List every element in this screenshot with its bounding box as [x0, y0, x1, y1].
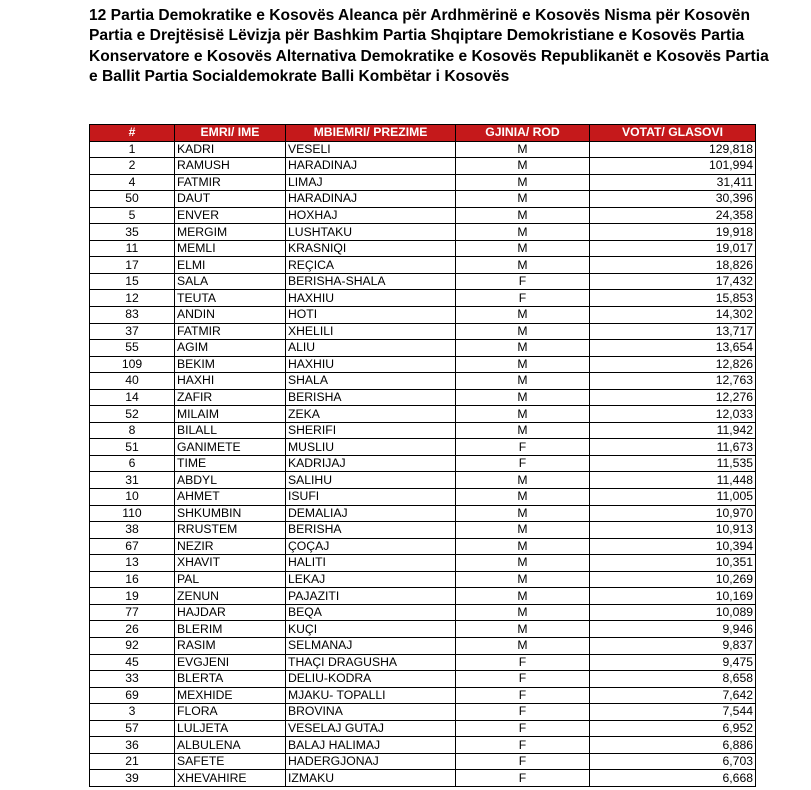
gender-cell: M: [456, 389, 590, 406]
header-gender: GJINIA/ ROD: [456, 125, 590, 142]
votes-cell: 9,475: [590, 654, 756, 671]
table-row: [90, 373, 756, 390]
candidate-number-cell: 57: [90, 720, 175, 737]
table-row: [90, 538, 756, 555]
candidate-number-cell: 51: [90, 439, 175, 456]
votes-cell: 129,818: [590, 141, 756, 158]
first-name-cell: EVGJENI: [175, 654, 286, 671]
votes-cell: 19,918: [590, 224, 756, 241]
gender-cell: M: [456, 522, 590, 539]
candidate-number-cell: 35: [90, 224, 175, 241]
candidate-number-cell: 5: [90, 207, 175, 224]
last-name-cell: HARADINAJ: [286, 191, 456, 208]
first-name-cell: RASIM: [175, 637, 286, 654]
last-name-cell: KRASNIQI: [286, 240, 456, 257]
table-row: [90, 290, 756, 307]
first-name-cell: RAMUSH: [175, 158, 286, 175]
candidate-number-cell: 14: [90, 389, 175, 406]
header-first-name: EMRI/ IME: [175, 125, 286, 142]
table-row: [90, 422, 756, 439]
votes-cell: 8,658: [590, 671, 756, 688]
gender-cell: M: [456, 538, 590, 555]
gender-cell: M: [456, 588, 590, 605]
first-name-cell: SALA: [175, 273, 286, 290]
candidate-number-cell: 33: [90, 671, 175, 688]
candidate-number-cell: 17: [90, 257, 175, 274]
first-name-cell: DAUT: [175, 191, 286, 208]
first-name-cell: HAJDAR: [175, 604, 286, 621]
first-name-cell: LULJETA: [175, 720, 286, 737]
gender-cell: F: [456, 737, 590, 754]
gender-cell: M: [456, 489, 590, 506]
gender-cell: F: [456, 687, 590, 704]
first-name-cell: GANIMETE: [175, 439, 286, 456]
votes-cell: 6,952: [590, 720, 756, 737]
votes-cell: 7,544: [590, 704, 756, 721]
last-name-cell: LIMAJ: [286, 174, 456, 191]
first-name-cell: ZAFIR: [175, 389, 286, 406]
last-name-cell: HOXHAJ: [286, 207, 456, 224]
candidate-number-cell: 11: [90, 240, 175, 257]
candidate-number-cell: 45: [90, 654, 175, 671]
votes-table: [89, 124, 756, 787]
table-row: [90, 207, 756, 224]
first-name-cell: XHEVAHIRE: [175, 770, 286, 787]
last-name-cell: SHERIFI: [286, 422, 456, 439]
votes-cell: 11,673: [590, 439, 756, 456]
candidate-number-cell: 16: [90, 571, 175, 588]
candidate-number-cell: 110: [90, 505, 175, 522]
table-row: [90, 472, 756, 489]
last-name-cell: SHALA: [286, 373, 456, 390]
last-name-cell: SALIHU: [286, 472, 456, 489]
last-name-cell: VESELAJ GUTAJ: [286, 720, 456, 737]
table-row: [90, 571, 756, 588]
first-name-cell: MERGIM: [175, 224, 286, 241]
header-votes: VOTAT/ GLASOVI: [590, 125, 756, 142]
last-name-cell: PAJAZITI: [286, 588, 456, 605]
last-name-cell: LUSHTAKU: [286, 224, 456, 241]
table-row: [90, 555, 756, 572]
table-row: [90, 637, 756, 654]
votes-cell: 11,005: [590, 489, 756, 506]
candidate-number-cell: 19: [90, 588, 175, 605]
table-row: [90, 588, 756, 605]
table-row: [90, 439, 756, 456]
last-name-cell: HAXHIU: [286, 290, 456, 307]
last-name-cell: ÇOÇAJ: [286, 538, 456, 555]
first-name-cell: TIME: [175, 455, 286, 472]
gender-cell: M: [456, 307, 590, 324]
table-row: [90, 356, 756, 373]
first-name-cell: BLERIM: [175, 621, 286, 638]
table-row: [90, 489, 756, 506]
votes-cell: 11,448: [590, 472, 756, 489]
last-name-cell: BERISHA: [286, 389, 456, 406]
table-row: [90, 141, 756, 158]
gender-cell: F: [456, 654, 590, 671]
candidate-number-cell: 1: [90, 141, 175, 158]
first-name-cell: ZENUN: [175, 588, 286, 605]
candidate-number-cell: 15: [90, 273, 175, 290]
votes-cell: 10,394: [590, 538, 756, 555]
candidate-number-cell: 12: [90, 290, 175, 307]
table-header-row: [90, 125, 756, 142]
first-name-cell: ALBULENA: [175, 737, 286, 754]
candidate-number-cell: 37: [90, 323, 175, 340]
votes-cell: 10,970: [590, 505, 756, 522]
gender-cell: M: [456, 637, 590, 654]
table-row: [90, 522, 756, 539]
first-name-cell: NEZIR: [175, 538, 286, 555]
votes-cell: 14,302: [590, 307, 756, 324]
first-name-cell: MEXHIDE: [175, 687, 286, 704]
gender-cell: M: [456, 323, 590, 340]
table-row: [90, 273, 756, 290]
candidate-number-cell: 31: [90, 472, 175, 489]
first-name-cell: MEMLI: [175, 240, 286, 257]
table-body: [90, 141, 756, 786]
candidate-number-cell: 50: [90, 191, 175, 208]
candidate-number-cell: 52: [90, 406, 175, 423]
votes-cell: 13,654: [590, 340, 756, 357]
votes-cell: 12,033: [590, 406, 756, 423]
votes-cell: 9,946: [590, 621, 756, 638]
gender-cell: F: [456, 290, 590, 307]
gender-cell: F: [456, 455, 590, 472]
gender-cell: M: [456, 505, 590, 522]
gender-cell: M: [456, 621, 590, 638]
votes-cell: 6,668: [590, 770, 756, 787]
candidate-number-cell: 69: [90, 687, 175, 704]
candidate-number-cell: 13: [90, 555, 175, 572]
votes-cell: 6,703: [590, 753, 756, 770]
last-name-cell: VESELI: [286, 141, 456, 158]
header-last-name: MBIEMRI/ PREZIME: [286, 125, 456, 142]
gender-cell: M: [456, 555, 590, 572]
last-name-cell: LEKAJ: [286, 571, 456, 588]
gender-cell: M: [456, 422, 590, 439]
last-name-cell: ISUFI: [286, 489, 456, 506]
page-title: 12 Partia Demokratike e Kosovës Aleanca për Ardhmërinë e Kosovës Nisma për Kosovën Partia e Drejtësisë Lëvizja për Bashkim Partia Shqiptare Demokristiane e Kosovës Partia Konservatore e Kosovës Alternativa Demokratike e Kosovës Republikanët e Kosovës Partia e Ballit Partia Socialdemokrate Balli Kombëtar i Kosovës: [89, 7, 769, 86]
first-name-cell: AGIM: [175, 340, 286, 357]
gender-cell: M: [456, 207, 590, 224]
last-name-cell: REÇICA: [286, 257, 456, 274]
candidate-number-cell: 21: [90, 753, 175, 770]
table-row: [90, 257, 756, 274]
gender-cell: M: [456, 604, 590, 621]
first-name-cell: ELMI: [175, 257, 286, 274]
votes-cell: 12,826: [590, 356, 756, 373]
candidate-number-cell: 8: [90, 422, 175, 439]
last-name-cell: THAÇI DRAGUSHA: [286, 654, 456, 671]
candidate-number-cell: 4: [90, 174, 175, 191]
votes-cell: 24,358: [590, 207, 756, 224]
gender-cell: M: [456, 356, 590, 373]
gender-cell: M: [456, 406, 590, 423]
candidate-number-cell: 55: [90, 340, 175, 357]
first-name-cell: BEKIM: [175, 356, 286, 373]
table-row: [90, 671, 756, 688]
gender-cell: F: [456, 273, 590, 290]
candidate-number-cell: 26: [90, 621, 175, 638]
table-row: [90, 604, 756, 621]
table-row: [90, 389, 756, 406]
candidate-number-cell: 83: [90, 307, 175, 324]
last-name-cell: DELIU-KODRA: [286, 671, 456, 688]
gender-cell: M: [456, 158, 590, 175]
last-name-cell: MJAKU- TOPALLI: [286, 687, 456, 704]
last-name-cell: BERISHA: [286, 522, 456, 539]
gender-cell: M: [456, 240, 590, 257]
candidate-number-cell: 10: [90, 489, 175, 506]
gender-cell: F: [456, 753, 590, 770]
last-name-cell: BROVINA: [286, 704, 456, 721]
last-name-cell: HOTI: [286, 307, 456, 324]
votes-cell: 12,763: [590, 373, 756, 390]
header-number: #: [90, 125, 175, 142]
votes-cell: 17,432: [590, 273, 756, 290]
votes-cell: 101,994: [590, 158, 756, 175]
gender-cell: M: [456, 141, 590, 158]
last-name-cell: BALAJ HALIMAJ: [286, 737, 456, 754]
last-name-cell: MUSLIU: [286, 439, 456, 456]
table-row: [90, 158, 756, 175]
candidate-number-cell: 67: [90, 538, 175, 555]
table-row: [90, 687, 756, 704]
first-name-cell: ANDIN: [175, 307, 286, 324]
first-name-cell: BILALL: [175, 422, 286, 439]
last-name-cell: ZEKA: [286, 406, 456, 423]
candidate-number-cell: 36: [90, 737, 175, 754]
gender-cell: F: [456, 770, 590, 787]
first-name-cell: RRUSTEM: [175, 522, 286, 539]
candidate-number-cell: 77: [90, 604, 175, 621]
votes-cell: 19,017: [590, 240, 756, 257]
candidate-number-cell: 39: [90, 770, 175, 787]
votes-cell: 10,169: [590, 588, 756, 605]
candidate-number-cell: 38: [90, 522, 175, 539]
gender-cell: M: [456, 174, 590, 191]
last-name-cell: KUÇI: [286, 621, 456, 638]
first-name-cell: TEUTA: [175, 290, 286, 307]
table-row: [90, 224, 756, 241]
gender-cell: M: [456, 224, 590, 241]
votes-cell: 13,717: [590, 323, 756, 340]
votes-cell: 6,886: [590, 737, 756, 754]
votes-cell: 9,837: [590, 637, 756, 654]
candidate-number-cell: 92: [90, 637, 175, 654]
votes-cell: 10,913: [590, 522, 756, 539]
first-name-cell: ENVER: [175, 207, 286, 224]
table-row: [90, 340, 756, 357]
gender-cell: M: [456, 257, 590, 274]
candidate-number-cell: 40: [90, 373, 175, 390]
votes-cell: 10,351: [590, 555, 756, 572]
table-row: [90, 704, 756, 721]
first-name-cell: MILAIM: [175, 406, 286, 423]
table-row: [90, 191, 756, 208]
first-name-cell: FATMIR: [175, 174, 286, 191]
table-row: [90, 307, 756, 324]
votes-cell: 11,942: [590, 422, 756, 439]
last-name-cell: IZMAKU: [286, 770, 456, 787]
candidate-number-cell: 2: [90, 158, 175, 175]
votes-cell: 11,535: [590, 455, 756, 472]
first-name-cell: BLERTA: [175, 671, 286, 688]
table-row: [90, 621, 756, 638]
last-name-cell: XHELILI: [286, 323, 456, 340]
last-name-cell: ALIU: [286, 340, 456, 357]
votes-cell: 18,826: [590, 257, 756, 274]
votes-cell: 7,642: [590, 687, 756, 704]
candidate-number-cell: 109: [90, 356, 175, 373]
gender-cell: F: [456, 704, 590, 721]
table-row: [90, 770, 756, 787]
table-row: [90, 174, 756, 191]
last-name-cell: HALITI: [286, 555, 456, 572]
candidate-number-cell: 6: [90, 455, 175, 472]
votes-cell: 31,411: [590, 174, 756, 191]
first-name-cell: XHAVIT: [175, 555, 286, 572]
last-name-cell: HAXHIU: [286, 356, 456, 373]
first-name-cell: ABDYL: [175, 472, 286, 489]
table-row: [90, 720, 756, 737]
gender-cell: F: [456, 439, 590, 456]
gender-cell: F: [456, 720, 590, 737]
last-name-cell: DEMALIAJ: [286, 505, 456, 522]
votes-cell: 30,396: [590, 191, 756, 208]
votes-cell: 10,269: [590, 571, 756, 588]
gender-cell: M: [456, 340, 590, 357]
table-row: [90, 406, 756, 423]
candidate-number-cell: 3: [90, 704, 175, 721]
table-row: [90, 455, 756, 472]
last-name-cell: HADERGJONAJ: [286, 753, 456, 770]
first-name-cell: SAFETE: [175, 753, 286, 770]
votes-cell: 15,853: [590, 290, 756, 307]
table-row: [90, 737, 756, 754]
table-row: [90, 505, 756, 522]
gender-cell: M: [456, 191, 590, 208]
gender-cell: M: [456, 373, 590, 390]
last-name-cell: BEQA: [286, 604, 456, 621]
gender-cell: M: [456, 571, 590, 588]
first-name-cell: FLORA: [175, 704, 286, 721]
table-row: [90, 753, 756, 770]
first-name-cell: FATMIR: [175, 323, 286, 340]
first-name-cell: SHKUMBIN: [175, 505, 286, 522]
last-name-cell: BERISHA-SHALA: [286, 273, 456, 290]
votes-cell: 10,089: [590, 604, 756, 621]
table-row: [90, 654, 756, 671]
last-name-cell: KADRIJAJ: [286, 455, 456, 472]
last-name-cell: HARADINAJ: [286, 158, 456, 175]
first-name-cell: HAXHI: [175, 373, 286, 390]
first-name-cell: PAL: [175, 571, 286, 588]
first-name-cell: KADRI: [175, 141, 286, 158]
table-row: [90, 240, 756, 257]
last-name-cell: SELMANAJ: [286, 637, 456, 654]
gender-cell: M: [456, 472, 590, 489]
first-name-cell: AHMET: [175, 489, 286, 506]
gender-cell: F: [456, 671, 590, 688]
table-row: [90, 323, 756, 340]
votes-cell: 12,276: [590, 389, 756, 406]
